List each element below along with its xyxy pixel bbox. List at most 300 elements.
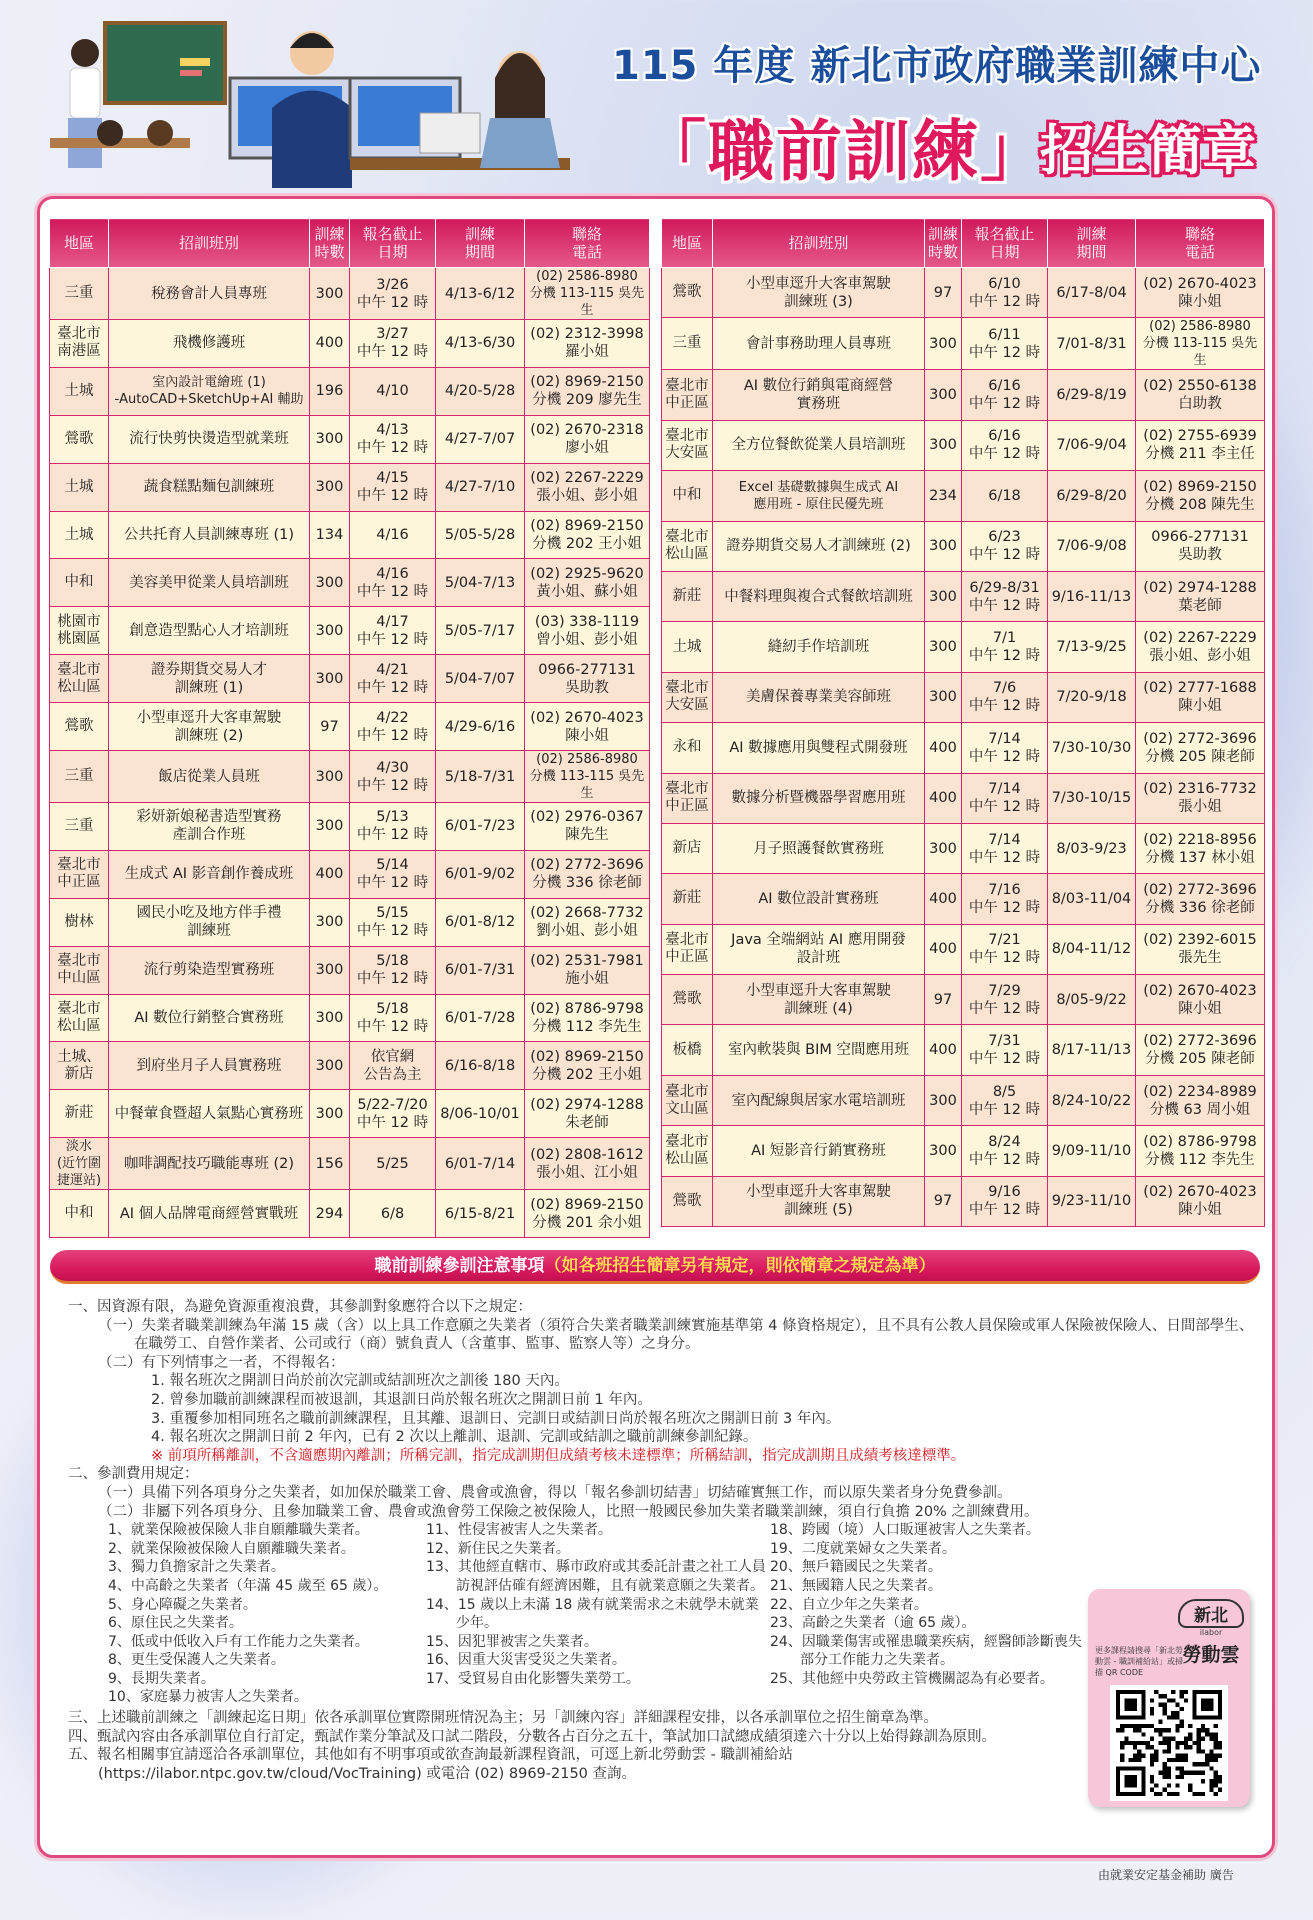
header-area: 地區: [50, 219, 109, 268]
cell-deadline: 7/21 中午 12 時: [962, 924, 1048, 974]
cell-course-name: 小型車逕升大客車駕駛 訓練班 (2): [109, 703, 310, 751]
cell-course-name: 流行剪染造型實務班: [109, 946, 310, 994]
table-row: [50, 703, 650, 751]
cell-hours: 400: [310, 850, 350, 898]
cell-contact: (02) 2586-8980 分機 113-115 吳先生: [525, 751, 650, 803]
identity-item: 1、就業保險被保險人非自願離職失業者。: [108, 1522, 369, 1539]
cell-contact: (02) 2531-7981 施小姐: [525, 946, 650, 994]
teacher-illustration: [50, 18, 590, 198]
cell-contact: (02) 2267-2229 張小姐、彭小姐: [1136, 622, 1265, 672]
cell-course-name: Java 全端網站 AI 應用開發 設計班: [713, 924, 925, 974]
cell-contact: 0966-277131 吳助教: [525, 655, 650, 703]
table-row: [662, 1176, 1265, 1226]
table-row: [662, 521, 1265, 571]
cell-area: 土城: [50, 463, 109, 511]
cell-period: 4/13-6/12: [436, 268, 525, 320]
cell-course-name: 稅務會計人員專班: [109, 268, 310, 320]
header-title-sub: 招生簡章: [1040, 119, 1256, 182]
cell-deadline: 4/16 中午 12 時: [350, 559, 436, 607]
cloud-icon: [1178, 1599, 1244, 1628]
cell-period: 7/30-10/30: [1048, 723, 1136, 773]
cell-area: 土城: [50, 511, 109, 559]
table-row: [662, 420, 1265, 470]
cell-area: 臺北市 松山區: [662, 521, 713, 571]
cell-area: 臺北市 中正區: [662, 924, 713, 974]
cell-course-name: AI 數位設計實務班: [713, 874, 925, 924]
cell-deadline: 6/16 中午 12 時: [962, 370, 1048, 420]
cell-period: 6/29-8/20: [1048, 471, 1136, 521]
cell-area: 三重: [50, 268, 109, 320]
cell-period: 8/04-11/12: [1048, 924, 1136, 974]
header-contact: 聯絡 電話: [525, 219, 650, 268]
table-row: [662, 1075, 1265, 1125]
table-row: [50, 751, 650, 803]
cell-deadline: 7/14 中午 12 時: [962, 823, 1048, 873]
table-row: [50, 850, 650, 898]
table-row: [50, 367, 650, 415]
cell-period: 6/01-9/02: [436, 850, 525, 898]
cell-course-name: 小型車逕升大客車駕駛 訓練班 (3): [713, 268, 925, 318]
identity-item: 3、獨力負擔家計之失業者。: [108, 1559, 285, 1576]
notes-section: [68, 1298, 1258, 1784]
cell-area: 臺北市 大安區: [662, 672, 713, 722]
cell-course-name: AI 數位行銷與電商經營 實務班: [713, 370, 925, 420]
cell-course-name: 小型車逕升大客車駕駛 訓練班 (4): [713, 975, 925, 1025]
cell-area: 臺北市 中正區: [50, 850, 109, 898]
table-row: [50, 463, 650, 511]
cell-course-name: 美膚保養專業美容師班: [713, 672, 925, 722]
cell-contact: (02) 2267-2229 張小姐、彭小姐: [525, 463, 650, 511]
cell-course-name: AI 個人品牌電商經營實戰班: [109, 1190, 310, 1238]
identity-item: 11、性侵害被害人之失業者。: [426, 1522, 612, 1539]
notes-banner: [50, 1250, 1260, 1284]
cell-course-name: 縫紉手作培訓班: [713, 622, 925, 672]
cell-hours: 400: [925, 723, 962, 773]
cell-hours: 300: [925, 1126, 962, 1176]
cell-period: 8/03-11/04: [1048, 874, 1136, 924]
cell-deadline: 7/6 中午 12 時: [962, 672, 1048, 722]
identity-item: 8、更生受保護人之失業者。: [108, 1652, 285, 1669]
note-section-4: 四、甄試內容由各承訓單位自行訂定，甄試作業分筆試及口試二階段，分數各占百分之五十，筆試加口試總成績須達六十分以上始得錄訓為原則。: [68, 1728, 996, 1745]
cell-contact: (02) 2772-3696 分機 336 徐老師: [1136, 874, 1265, 924]
table-row: [662, 1126, 1265, 1176]
header-period: 訓練 期間: [1048, 219, 1136, 268]
cell-deadline: 4/21 中午 12 時: [350, 655, 436, 703]
cell-course-name: 小型車逕升大客車駕駛 訓練班 (5): [713, 1176, 925, 1226]
identity-item: 25、其他經中央勞政主管機關認為有必要者。: [770, 1670, 1054, 1687]
cell-deadline: 4/10: [350, 367, 436, 415]
note-1-2: （二）有下列情事之一者，不得報名：: [98, 1354, 345, 1371]
cell-contact: (02) 2755-6939 分機 211 李主任: [1136, 420, 1265, 470]
cell-hours: 300: [310, 268, 350, 320]
identity-item: 20、無戶籍國民之失業者。: [770, 1559, 942, 1576]
table-row: [50, 655, 650, 703]
cell-deadline: 6/18: [962, 471, 1048, 521]
cell-area: 臺北市 南港區: [50, 320, 109, 368]
cell-course-name: AI 數據應用與雙程式開發班: [713, 723, 925, 773]
cell-area: 三重: [662, 318, 713, 370]
cell-hours: 97: [925, 268, 962, 318]
cell-deadline: 4/16: [350, 511, 436, 559]
cell-contact: (02) 8786-9798 分機 112 李先生: [525, 994, 650, 1042]
identity-column: [770, 1521, 1082, 1688]
cell-area: 桃園市 桃園區: [50, 607, 109, 655]
cell-period: 8/06-10/01: [436, 1090, 525, 1138]
cell-deadline: 8/24 中午 12 時: [962, 1126, 1048, 1176]
cell-course-name: 流行快剪快燙造型就業班: [109, 415, 310, 463]
cell-course-name: 國民小吃及地方伴手禮 訓練班: [109, 898, 310, 946]
identity-item: 13、其他經直轄市、縣市政府或其委託計畫之社工人員訪視評估確有經濟困難，且有就業意願之失業者。: [426, 1559, 766, 1594]
table-row: [662, 672, 1265, 722]
header-area: 地區: [662, 219, 713, 268]
cell-deadline: 5/22-7/20 中午 12 時: [350, 1090, 436, 1138]
cell-hours: 400: [310, 320, 350, 368]
cell-contact: (02) 2550-6138 白助教: [1136, 370, 1265, 420]
cell-period: 6/15-8/21: [436, 1190, 525, 1238]
cell-period: 5/18-7/31: [436, 751, 525, 803]
cell-hours: 97: [925, 975, 962, 1025]
identity-column: [108, 1521, 408, 1707]
table-row: [662, 975, 1265, 1025]
qr-code[interactable]: [1110, 1685, 1228, 1801]
qr-code-panel: [1088, 1589, 1250, 1807]
cell-period: 4/27-7/10: [436, 463, 525, 511]
table-row: [662, 823, 1265, 873]
cell-hours: 300: [310, 994, 350, 1042]
note-2-1: （一）具備下列各項身分之失業者，如加保於職業工會、農會或漁會，得以「報名參訓切結書」切結確實無工作，而以原失業者身分免費參訓。: [98, 1484, 1012, 1501]
identity-item: 12、新住民之失業者。: [426, 1540, 570, 1557]
cell-period: 9/09-11/10: [1048, 1126, 1136, 1176]
cell-course-name: 彩妍新娘秘書造型實務 產訓合作班: [109, 803, 310, 851]
cell-hours: 156: [310, 1138, 350, 1190]
cell-area: 三重: [50, 803, 109, 851]
cell-area: 臺北市 大安區: [662, 420, 713, 470]
cell-deadline: 7/31 中午 12 時: [962, 1025, 1048, 1075]
cell-area: 臺北市 松山區: [50, 994, 109, 1042]
cell-period: 6/01-7/28: [436, 994, 525, 1042]
note-1-2-item: 4. 報名班次之開訓日前 2 年內，已有 2 次以上離訓、退訓、完訓或結訓之職前訓練參訓紀錄。: [151, 1429, 758, 1446]
cell-period: 7/30-10/15: [1048, 773, 1136, 823]
cell-hours: 300: [925, 1075, 962, 1125]
cell-hours: 300: [310, 463, 350, 511]
cell-deadline: 7/14 中午 12 時: [962, 773, 1048, 823]
cell-area: 鶯歌: [662, 268, 713, 318]
cell-period: 6/01-7/31: [436, 946, 525, 994]
identity-item: 15、因犯罪被害之失業者。: [426, 1633, 598, 1650]
cell-period: 6/29-8/19: [1048, 370, 1136, 420]
cell-contact: (02) 2586-8980 分機 113-115 吳先生: [1136, 318, 1265, 370]
cell-deadline: 8/5 中午 12 時: [962, 1075, 1048, 1125]
cell-deadline: 3/26 中午 12 時: [350, 268, 436, 320]
cell-area: 樹林: [50, 898, 109, 946]
header-title-main: 「職前訓練」: [640, 113, 1048, 190]
cell-contact: (02) 2974-1288 朱老師: [525, 1090, 650, 1138]
header-deadline: 報名截止 日期: [350, 219, 436, 268]
table-row: [662, 773, 1265, 823]
cell-course-name: 月子照護餐飲實務班: [713, 823, 925, 873]
cell-course-name: 室內設計電繪班 (1) -AutoCAD+SketchUp+AI 輔助: [109, 367, 310, 415]
cell-period: 8/03-9/23: [1048, 823, 1136, 873]
cell-course-name: 飛機修護班: [109, 320, 310, 368]
cell-course-name: 證券期貨交易人才訓練班 (2): [713, 521, 925, 571]
note-2-2: （二）非屬下列各項身分、且參加職業工會、農會或漁會勞工保險之被保險人，比照一般國民參加失業者職業訓練，須自行負擔 20% 之訓練費用。: [98, 1503, 1039, 1520]
cell-deadline: 6/16 中午 12 時: [962, 420, 1048, 470]
cell-contact: (02) 2974-1288 葉老師: [1136, 571, 1265, 621]
cell-period: 5/05-5/28: [436, 511, 525, 559]
table-row: [50, 946, 650, 994]
cell-deadline: 7/14 中午 12 時: [962, 723, 1048, 773]
cell-period: 6/01-7/14: [436, 1138, 525, 1190]
identity-item: 21、無國籍人民之失業者。: [770, 1577, 942, 1594]
cell-period: 9/23-11/10: [1048, 1176, 1136, 1226]
cell-deadline: 7/16 中午 12 時: [962, 874, 1048, 924]
table-row: [50, 607, 650, 655]
cell-period: 9/16-11/13: [1048, 571, 1136, 621]
cell-area: 土城、 新店: [50, 1042, 109, 1090]
cell-course-name: 飯店從業人員班: [109, 751, 310, 803]
cell-deadline: 4/13 中午 12 時: [350, 415, 436, 463]
cell-course-name: 數據分析暨機器學習應用班: [713, 773, 925, 823]
cell-hours: 300: [310, 415, 350, 463]
identity-item: 23、高齡之失業者（逾 65 歲）。: [770, 1615, 976, 1632]
cell-area: 中和: [662, 471, 713, 521]
cell-course-name: 美容美甲從業人員培訓班: [109, 559, 310, 607]
cell-course-name: 生成式 AI 影音創作養成班: [109, 850, 310, 898]
identity-item: 5、身心障礙之失業者。: [108, 1596, 257, 1613]
header-hours: 訓練 時數: [925, 219, 962, 268]
cell-area: 永和: [662, 723, 713, 773]
note-1-2-item: 3. 重覆參加相同班名之職前訓練課程，且其離、退訓日、完訓日或結訓日尚於報名班次之開訓日前 3 年內。: [151, 1410, 841, 1427]
cell-contact: (02) 8969-2150 分機 201 余小姐: [525, 1190, 650, 1238]
cell-period: 4/20-5/28: [436, 367, 525, 415]
table-row: [50, 1090, 650, 1138]
cell-deadline: 3/27 中午 12 時: [350, 320, 436, 368]
cell-deadline: 依官網 公告為主: [350, 1042, 436, 1090]
cell-course-name: 到府坐月子人員實務班: [109, 1042, 310, 1090]
table-row: [50, 1190, 650, 1238]
note-1-1: （一）失業者職業訓練為年滿 15 歲（含）以上具工作意願之失業者（須符合失業者職業訓練實施基準第 4 條資格規定），且不具有公教人員保險或軍人保險被保險人、日間部學生、在職勞工、自營作業者、公司或行（商）號負責人（含董事、監事、監察人等）之身分。: [98, 1317, 1254, 1353]
cell-area: 臺北市 中正區: [662, 370, 713, 420]
cell-period: 8/24-10/22: [1048, 1075, 1136, 1125]
cell-contact: (02) 2392-6015 張先生: [1136, 924, 1265, 974]
cell-hours: 97: [925, 1176, 962, 1226]
cell-course-name: 會計事務助理人員專班: [713, 318, 925, 370]
logo-text-sub: ilabor: [1199, 1628, 1223, 1637]
table-row: [662, 268, 1265, 318]
cell-period: 7/13-9/25: [1048, 622, 1136, 672]
table-row: [50, 803, 650, 851]
cell-contact: (02) 2670-4023 陳小姐: [1136, 268, 1265, 318]
cell-hours: 300: [310, 559, 350, 607]
identity-item: 22、自立少年之失業者。: [770, 1596, 928, 1613]
cell-area: 土城: [50, 367, 109, 415]
course-table-right: [661, 218, 1265, 1227]
note-1-2-item: 1. 報名班次之開訓日尚於前次完訓或結訓班次之訓後 180 天內。: [151, 1373, 569, 1390]
cell-course-name: AI 短影音行銷實務班: [713, 1126, 925, 1176]
table-row: [50, 559, 650, 607]
cell-period: 4/27-7/07: [436, 415, 525, 463]
cell-deadline: 6/10 中午 12 時: [962, 268, 1048, 318]
cell-hours: 134: [310, 511, 350, 559]
cell-course-name: 中餐葷食暨超人氣點心實務班: [109, 1090, 310, 1138]
cell-hours: 196: [310, 367, 350, 415]
table-row: [662, 723, 1265, 773]
identity-item: 4、中高齡之失業者（年滿 45 歲至 65 歲）。: [108, 1577, 388, 1594]
cell-hours: 300: [310, 1090, 350, 1138]
cell-area: 鶯歌: [662, 1176, 713, 1226]
table-row: [50, 415, 650, 463]
table-header-row: [662, 219, 1265, 268]
table-row: [50, 320, 650, 368]
header-course-name: 招訓班別: [109, 219, 310, 268]
header-banner: [0, 0, 1313, 200]
cell-period: 7/06-9/08: [1048, 521, 1136, 571]
cell-area: 新莊: [50, 1090, 109, 1138]
cell-area: 新莊: [662, 571, 713, 621]
cell-contact: (02) 2772-3696 分機 205 陳老師: [1136, 723, 1265, 773]
cell-period: 4/13-6/30: [436, 320, 525, 368]
cell-contact: (02) 2808-1612 張小姐、江小姐: [525, 1138, 650, 1190]
identity-item: 2、就業保險被保險人自願離職失業者。: [108, 1540, 355, 1557]
table-row: [662, 571, 1265, 621]
cell-deadline: 6/11 中午 12 時: [962, 318, 1048, 370]
logo-text-top: 新北: [1194, 1606, 1228, 1626]
identity-item: 19、二度就業婦女之失業者。: [770, 1540, 956, 1557]
cell-area: 鶯歌: [662, 975, 713, 1025]
cell-course-name: 室內配線與居家水電培訓班: [713, 1075, 925, 1125]
identity-item: 10、家庭暴力被害人之失業者。: [108, 1689, 308, 1706]
identity-item: 16、因重大災害受災之失業者。: [426, 1652, 626, 1669]
header-deadline: 報名截止 日期: [962, 219, 1048, 268]
cell-course-name: 蔬食糕點麵包訓練班: [109, 463, 310, 511]
cell-hours: 300: [310, 898, 350, 946]
cell-period: 6/01-7/23: [436, 803, 525, 851]
header-course-name: 招訓班別: [713, 219, 925, 268]
cell-hours: 300: [925, 521, 962, 571]
table-row: [662, 924, 1265, 974]
cell-hours: 300: [310, 751, 350, 803]
table-row: [50, 268, 650, 320]
table-row: [50, 1042, 650, 1090]
cell-deadline: 5/18 中午 12 時: [350, 946, 436, 994]
table-row: [50, 898, 650, 946]
cell-hours: 300: [310, 803, 350, 851]
cell-deadline: 6/8: [350, 1190, 436, 1238]
cell-deadline: 5/15 中午 12 時: [350, 898, 436, 946]
note-section-3: 三、上述職前訓練之「訓練起迄日期」依各承訓單位實際開班情況為主；另「訓練內容」詳細課程安排，以各承訓單位之招生簡章為準。: [68, 1710, 938, 1727]
header-contact: 聯絡 電話: [1136, 219, 1265, 268]
ilabor-link[interactable]: (https://ilabor.ntpc.gov.tw/cloud/VocTraining) 或電洽 (02) 8969-2150 查詢。: [98, 1765, 637, 1782]
cell-period: 7/06-9/04: [1048, 420, 1136, 470]
cell-deadline: 7/29 中午 12 時: [962, 975, 1048, 1025]
cell-hours: 300: [925, 823, 962, 873]
cell-contact: (02) 8969-2150 分機 202 王小姐: [525, 1042, 650, 1090]
identity-item: 9、長期失業者。: [108, 1670, 215, 1687]
notes-title: 職前訓練參訓注意事項: [374, 1256, 545, 1276]
table-row: [50, 511, 650, 559]
cell-period: 6/01-8/12: [436, 898, 525, 946]
cell-deadline: 5/25: [350, 1138, 436, 1190]
identity-item: 24、因職業傷害或罹患職業疾病，經醫師診斷喪失部分工作能力之失業者。: [770, 1633, 1082, 1669]
cell-course-name: 室內軟裝與 BIM 空間應用班: [713, 1025, 925, 1075]
cell-deadline: 7/1 中午 12 時: [962, 622, 1048, 672]
logo-text-bottom: 勞動雲: [1182, 1644, 1240, 1666]
identity-item: 14、15 歲以上未滿 18 歲有就業需求之未就學未就業少年。: [426, 1596, 759, 1632]
cell-contact: (02) 8786-9798 分機 112 李先生: [1136, 1126, 1265, 1176]
cell-area: 臺北市 中山區: [50, 946, 109, 994]
cell-contact: (02) 8969-2150 分機 209 廖先生: [525, 367, 650, 415]
cell-contact: (02) 2670-2318 廖小姐: [525, 415, 650, 463]
cell-hours: 300: [925, 622, 962, 672]
cell-hours: 400: [925, 1025, 962, 1075]
cell-contact: (02) 2234-8989 分機 63 周小姐: [1136, 1075, 1265, 1125]
cell-contact: (03) 338-1119 曾小姐、彭小姐: [525, 607, 650, 655]
cell-area: 淡水 (近竹圍 捷運站): [50, 1138, 109, 1190]
cell-hours: 400: [925, 874, 962, 924]
cell-course-name: 中餐料理與複合式餐飲培訓班: [713, 571, 925, 621]
cell-course-name: AI 數位行銷整合實務班: [109, 994, 310, 1042]
table-row: [662, 318, 1265, 370]
cell-contact: (02) 2668-7732 劉小姐、彭小姐: [525, 898, 650, 946]
cell-period: 6/17-8/04: [1048, 268, 1136, 318]
cell-course-name: 咖啡調配技巧職能專班 (2): [109, 1138, 310, 1190]
header-title-line1: 115 年度 新北市政府職業訓練中心: [612, 43, 1262, 89]
cell-contact: (02) 2670-4023 陳小姐: [525, 703, 650, 751]
cell-deadline: 6/23 中午 12 時: [962, 521, 1048, 571]
cell-contact: (02) 2976-0367 陳先生: [525, 803, 650, 851]
cell-deadline: 4/15 中午 12 時: [350, 463, 436, 511]
cell-area: 土城: [662, 622, 713, 672]
cell-contact: (02) 2586-8980 分機 113-115 吳先生: [525, 268, 650, 320]
cell-period: 8/17-11/13: [1048, 1025, 1136, 1075]
cell-contact: (02) 8969-2150 分機 202 王小姐: [525, 511, 650, 559]
cell-period: 5/04-7/13: [436, 559, 525, 607]
cell-area: 臺北市 文山區: [662, 1075, 713, 1125]
cell-period: 8/05-9/22: [1048, 975, 1136, 1025]
cell-hours: 400: [925, 924, 962, 974]
cell-hours: 300: [925, 420, 962, 470]
cell-contact: (02) 2316-7732 張小姐: [1136, 773, 1265, 823]
cell-area: 臺北市 松山區: [50, 655, 109, 703]
cell-deadline: 4/17 中午 12 時: [350, 607, 436, 655]
cell-area: 新店: [662, 823, 713, 873]
cell-deadline: 5/18 中午 12 時: [350, 994, 436, 1042]
cell-contact: (02) 2312-3998 羅小姐: [525, 320, 650, 368]
cell-course-name: Excel 基礎數據與生成式 AI 應用班 - 原住民優先班: [713, 471, 925, 521]
cell-area: 板橋: [662, 1025, 713, 1075]
cell-period: 7/20-9/18: [1048, 672, 1136, 722]
cell-contact: (02) 2772-3696 分機 336 徐老師: [525, 850, 650, 898]
identity-item: 6、原住民之失業者。: [108, 1615, 243, 1632]
cell-area: 鶯歌: [50, 703, 109, 751]
cell-period: 5/04-7/07: [436, 655, 525, 703]
table-row: [662, 622, 1265, 672]
header-period: 訓練 期間: [436, 219, 525, 268]
course-table-left: [49, 218, 650, 1238]
cell-area: 臺北市 中正區: [662, 773, 713, 823]
identity-item: 17、受貿易自由化影響失業勞工。: [426, 1670, 640, 1687]
cell-course-name: 創意造型點心人才培訓班: [109, 607, 310, 655]
cell-contact: (02) 2670-4023 陳小姐: [1136, 975, 1265, 1025]
cell-course-name: 全方位餐飲從業人員培訓班: [713, 420, 925, 470]
note-warning: ※ 前項所稱離訓，不含適應期內離訓；所稱完訓，指完成訓期但成績考核未達標準；所稱結訓，指完成訓期且成績考核達標準。: [151, 1447, 966, 1464]
note-section-2: 二、參訓費用規定：: [68, 1466, 199, 1483]
cell-area: 中和: [50, 559, 109, 607]
cell-deadline: 6/29-8/31 中午 12 時: [962, 571, 1048, 621]
cell-deadline: 9/16 中午 12 時: [962, 1176, 1048, 1226]
cell-hours: 300: [925, 672, 962, 722]
note-1-2-item: 2. 曾參加職前訓練課程而被退訓，其退訓日尚於報名班次之開訓日前 1 年內。: [151, 1391, 652, 1408]
